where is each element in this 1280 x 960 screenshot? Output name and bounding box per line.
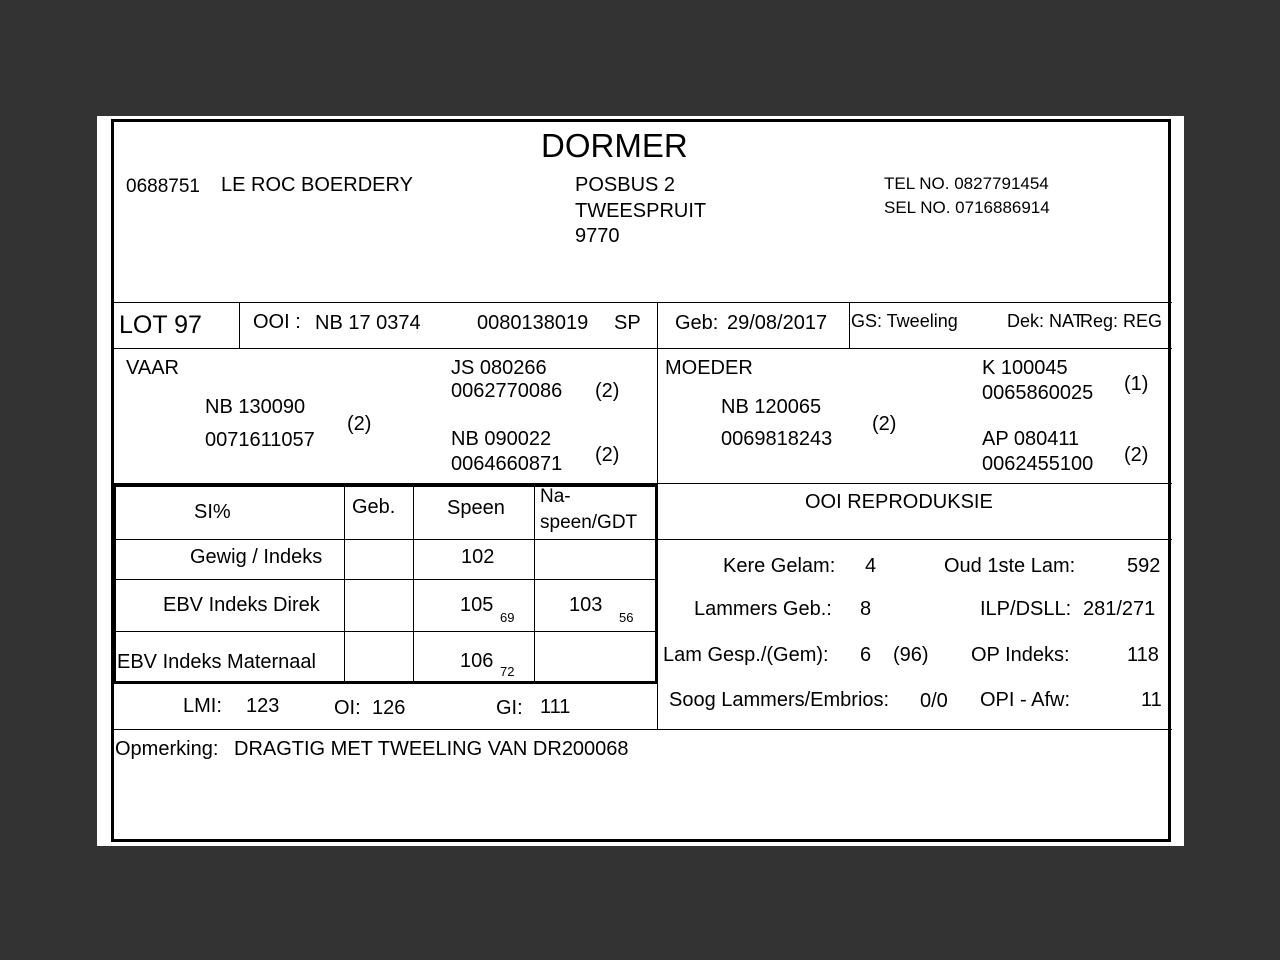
oud-1ste-lam-value: 592 xyxy=(1127,555,1161,577)
vaar-label: VAAR xyxy=(126,357,179,379)
divider xyxy=(115,539,656,540)
vaar-sire-number: 0062770086 xyxy=(451,380,563,402)
divider xyxy=(113,348,1172,349)
speen-header: Speen xyxy=(447,497,505,519)
oi-value: 126 xyxy=(372,697,406,719)
row-label: EBV Indeks Maternaal xyxy=(117,651,316,673)
moeder-number: 0069818243 xyxy=(721,428,833,450)
soog-value: 0/0 xyxy=(920,690,948,712)
moeder-dam-id: AP 080411 xyxy=(982,428,1080,450)
vaar-sire-count: (2) xyxy=(595,380,620,402)
geb-header: Geb. xyxy=(352,496,396,518)
speen-subscript: 69 xyxy=(500,610,515,625)
geb-label: Geb: xyxy=(675,312,719,334)
opi-afw-label: OPI - Afw: xyxy=(980,689,1071,711)
si-table-top-border xyxy=(113,484,658,487)
kere-gelam-label: Kere Gelam: xyxy=(723,555,836,577)
soog-label: Soog Lammers/Embrios: xyxy=(669,689,890,711)
owner-code: 0688751 xyxy=(126,176,200,197)
divider xyxy=(239,302,240,348)
oi-label: OI: xyxy=(334,697,361,719)
lam-gem-value: (96) xyxy=(893,644,929,666)
remark-label: Opmerking: xyxy=(115,738,219,760)
speen-subscript: 72 xyxy=(500,664,515,679)
vaar-dam-number: 0064660871 xyxy=(451,453,563,475)
lam-gesp-label: Lam Gesp./(Gem): xyxy=(663,644,829,666)
lam-gesp-value: 6 xyxy=(860,644,872,666)
divider xyxy=(113,302,1172,303)
vaar-dam-count: (2) xyxy=(595,444,620,466)
si-table-right-border xyxy=(655,484,658,684)
opi-afw-value: 11 xyxy=(1141,689,1162,711)
op-indeks-label: OP Indeks: xyxy=(971,644,1070,666)
divider xyxy=(113,729,1172,730)
ooi-label: OOI : xyxy=(253,311,301,333)
divider xyxy=(115,579,656,580)
reproduksie-title: OOI REPRODUKSIE xyxy=(805,491,993,513)
tel-number: TEL NO. 0827791454 xyxy=(884,174,1049,193)
divider xyxy=(115,631,656,632)
si-table-bottom-border xyxy=(113,681,658,684)
lmi-label: LMI: xyxy=(183,695,222,717)
oud-1ste-lam-label: Oud 1ste Lam: xyxy=(944,555,1076,577)
naspeen-header-line-2: speen/GDT xyxy=(540,512,638,533)
ooi-id: NB 17 0374 xyxy=(315,312,421,334)
dek-status: Dek: NAT xyxy=(1007,311,1084,331)
address-line-1: POSBUS 2 xyxy=(575,174,676,196)
ooi-sp: SP xyxy=(614,312,641,334)
lmi-value: 123 xyxy=(246,695,280,717)
reg-status: Reg: REG xyxy=(1080,311,1163,331)
remark-text: DRAGTIG MET TWEELING VAN DR200068 xyxy=(234,738,629,760)
divider xyxy=(534,486,535,682)
vaar-count: (2) xyxy=(347,413,372,435)
moeder-sire-id: K 100045 xyxy=(982,357,1068,379)
ooi-reg-number: 0080138019 xyxy=(477,312,589,334)
op-indeks-value: 118 xyxy=(1127,644,1159,666)
moeder-sire-count: (1) xyxy=(1124,373,1149,395)
sel-number: SEL NO. 0716886914 xyxy=(884,198,1050,217)
moeder-count: (2) xyxy=(872,413,897,435)
lammers-geb-value: 8 xyxy=(860,598,872,620)
row-label: Gewig / Indeks xyxy=(190,546,323,568)
address-line-2: TWEESPRUIT xyxy=(575,200,707,222)
naspeen-subscript: 56 xyxy=(619,610,634,625)
geb-date: 29/08/2017 xyxy=(727,312,828,334)
vaar-id: NB 130090 xyxy=(205,396,306,418)
vaar-dam-id: NB 090022 xyxy=(451,428,552,450)
moeder-dam-number: 0062455100 xyxy=(982,453,1094,475)
lammers-geb-label: Lammers Geb.: xyxy=(694,598,832,620)
moeder-sire-number: 0065860025 xyxy=(982,382,1094,404)
si-table-left-border xyxy=(113,484,116,684)
vaar-number: 0071611057 xyxy=(205,429,315,451)
si-header: SI% xyxy=(194,501,231,523)
divider xyxy=(413,486,414,682)
address-line-3: 9770 xyxy=(575,225,620,247)
breed-title: DORMER xyxy=(541,127,688,164)
divider xyxy=(849,302,850,348)
naspeen-value: 103 xyxy=(569,594,603,616)
sale-card xyxy=(111,119,1171,842)
gs-status: GS: Tweeling xyxy=(851,311,958,331)
ilp-dsll-label: ILP/DSLL: xyxy=(980,598,1072,620)
owner-name: LE ROC BOERDERY xyxy=(221,174,413,196)
divider xyxy=(658,539,1172,540)
gi-value: 111 xyxy=(540,696,571,718)
speen-value: 105 xyxy=(460,594,494,616)
vaar-sire-id: JS 080266 xyxy=(451,357,547,379)
moeder-label: MOEDER xyxy=(665,357,753,379)
moeder-id: NB 120065 xyxy=(721,396,822,418)
divider xyxy=(344,486,345,682)
lot-number: LOT 97 xyxy=(119,311,202,339)
gi-label: GI: xyxy=(496,697,523,719)
ilp-dsll-value: 281/271 xyxy=(1083,598,1156,620)
naspeen-header-line-1: Na- xyxy=(540,486,571,507)
moeder-dam-count: (2) xyxy=(1124,444,1149,466)
kere-gelam-value: 4 xyxy=(865,555,877,577)
speen-value: 106 xyxy=(460,650,494,672)
speen-value: 102 xyxy=(461,546,495,568)
row-label: EBV Indeks Direk xyxy=(163,594,320,616)
